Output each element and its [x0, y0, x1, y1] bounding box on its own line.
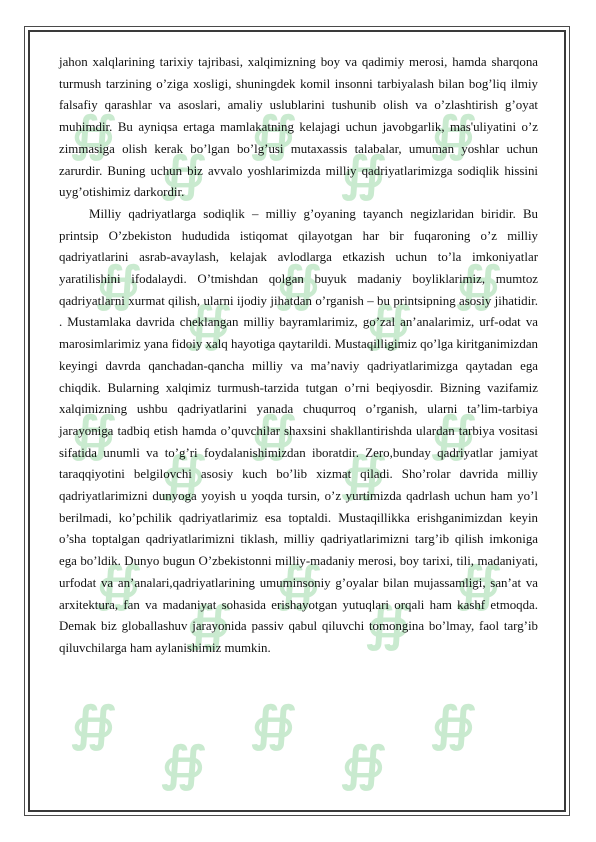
document-body: [59, 52, 538, 660]
watermark-icon: ∯: [70, 406, 117, 462]
watermark-icon: ∯: [430, 406, 477, 462]
watermark-icon: ∯: [365, 596, 412, 652]
watermark-icon: ∯: [340, 446, 387, 502]
watermark-icon: ∯: [275, 556, 322, 612]
watermark-icon: ∯: [160, 736, 207, 792]
watermark-icon: ∯: [455, 556, 502, 612]
paragraph-2: Milliy qadriyatlarga sodiqlik – milliy g’oyaning tayanch negizlaridan biridir. Bu printsip O’zbekiston hududida istiqomat qilayotgan har bir fuqaroning o’z milliy qadriyatlarini asrab-avaylash, kelajak avlodlarga etkazish uchun to’la imkoniyatlar yaratilishini ifodalaydi. O’tmishdan qolgan buyuk madaniy boyliklarimiz, mumtoz qadriyatlarni xurmat qilish, ularni ijodiy jihatdan o’rganish – bu printsipning asosiy jihatidir. . Mustamlaka davrida cheklangan milliy bayramlarimiz, go’zal an’analarimiz, urf-odat va marosimlarimiz yana fidoiy xalq hayotiga qaytarildi. Mustaqilligimiz qo’lga kiritganimizdan keyingi davrda qanchadan-qancha milliy va ma’naviy qadriyatlarimizga qaytadan ega chiqdik. Bularning xalqimiz turmush-tarzida tutgan o’rni beqiyosdir. Bizning vazifamiz xalqimizning ushbu qadriyatlarini yanada chuqurroq o’rganish, ularni ta’lim-tarbiya jarayoniga tadbiq etish hamda o’quvchilar shaxsini shakllantirishda ulardan tarbiya vositasi sifatida unumli va to’g’ri foydalanishimizdan iboratdir. Zero,bunday qadriyatlar jamiyat taraqqiyotini belgilovchi asosiy kuch bo’lib xizmat qiladi. Sho’rolar davrida milliy qadriyatlarimizni dunyoga yoyish u yoqda tursin, o’z yurtimizda qadrlash uchun ham yo’l berilmadi, ko’pchilik qadriyatlarimiz esa toptaldi. Mustaqillikka erishganimizdan keyin o’sha toptalgan qadriyatlarimizni tiklash, milliy qadriyatlarimizni targ’ib qilish imkoniga ega bo’ldik. Dunyo bugun O’zbekistonni milliy-madaniy merosi, boy tarixi, tili, madaniyati, urfodat va an’analari,qadriyatlarining umuminsoniy g’oyalar bilan mujassamligi, san’at va arxitektura, fan va madaniyat sohasida erishayotgan yutuqlari orqali ham kashf etmoqda. Demak biz globallashuv jarayonida passiv qabul qiluvchi tomongina bo’lmay, faol targ’ib qiluvchilarga ham aylanishimiz mumkin.: [59, 206, 538, 655]
watermark-icon: ∯: [365, 296, 412, 352]
watermark-icon: ∯: [430, 106, 477, 162]
watermark-icon: ∯: [340, 736, 387, 792]
watermark-icon: ∯: [95, 256, 142, 312]
watermark-icon: ∯: [185, 296, 232, 352]
watermark-icon: ∯: [455, 256, 502, 312]
watermark-icon: ∯: [250, 106, 297, 162]
watermark-icon: ∯: [160, 146, 207, 202]
watermark-icon: ∯: [95, 556, 142, 612]
watermark-icon: ∯: [185, 596, 232, 652]
watermark-icon: ∯: [250, 406, 297, 462]
watermark-icon: ∯: [160, 446, 207, 502]
watermark-icon: ∯: [430, 696, 477, 752]
watermark-icon: ∯: [250, 696, 297, 752]
watermark-icon: ∯: [340, 146, 387, 202]
watermark-icon: ∯: [70, 696, 117, 752]
paragraph-1: jahon xalqlarining tarixiy tajribasi, xalqimizning boy va qadimiy merosi, hamda sharqona turmush tarzining o’ziga xosligi, shuningdek komil insonni tarbiyalash bilan bog’liq ilmiy falsafiy qarashlar va asoslari, amaliy uslublarini tushunib olish va o’zlashtirish g’oyat muhimdir. Bu ayniqsa ertaga mamlakatning kelajagi uchun javobgarlik, mas'uliyatini o’z zimmasiga olish kerak bo’lgan bo’lg’usi mutaxassis talabalar, umuman yoshlar uchun zarurdir. Buning uchun biz avvalo yoshlarimizda milliy qadriyatlarimizga sodiqlik hissini uyg’otishimiz darkordir.: [59, 55, 538, 200]
watermark-icon: ∯: [275, 256, 322, 312]
watermark-icon: ∯: [70, 106, 117, 162]
